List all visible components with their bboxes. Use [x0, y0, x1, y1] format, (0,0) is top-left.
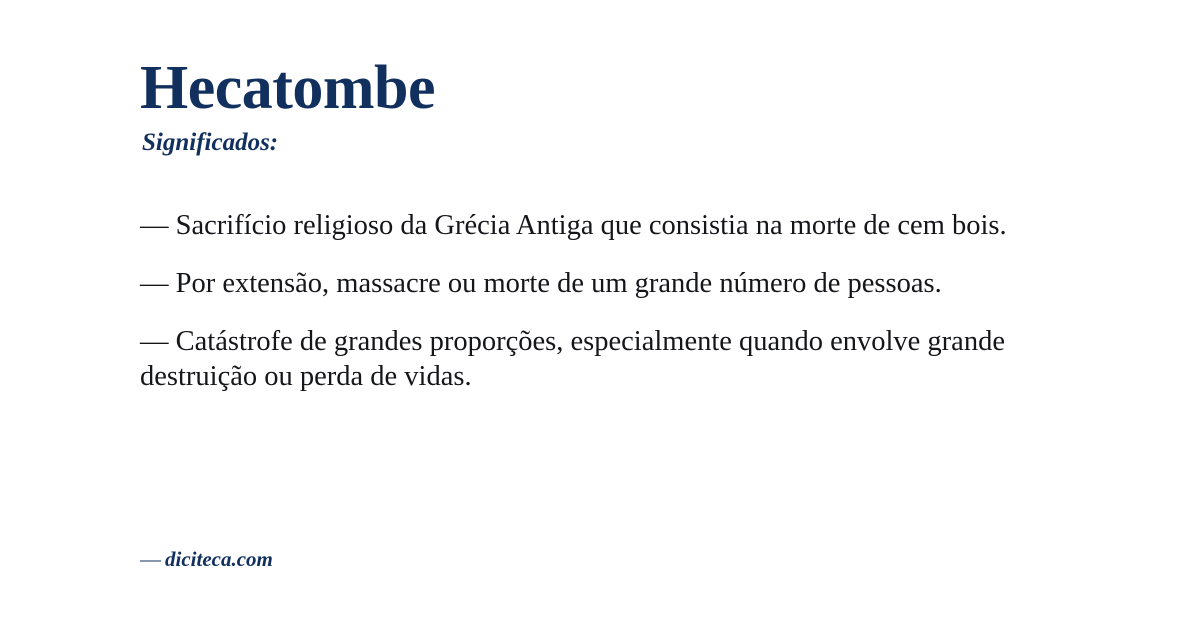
- source-label: diciteca.com: [165, 547, 273, 571]
- source-attribution: [140, 547, 273, 572]
- meanings-subtitle: Significados:: [142, 129, 279, 157]
- definition-item: — Catástrofe de grandes proporções, especialmente quando envolve grande destruição ou perda de vidas.: [140, 326, 1005, 392]
- definition-item: — Sacrifício religioso da Grécia Antiga que consistia na morte de cem bois.: [140, 210, 1007, 242]
- definition-list: [140, 209, 1060, 394]
- source-dash: —: [140, 547, 161, 571]
- page-title: Hecatombe: [140, 54, 436, 122]
- definition-item: — Por extensão, massacre ou morte de um grande número de pessoas.: [140, 268, 942, 300]
